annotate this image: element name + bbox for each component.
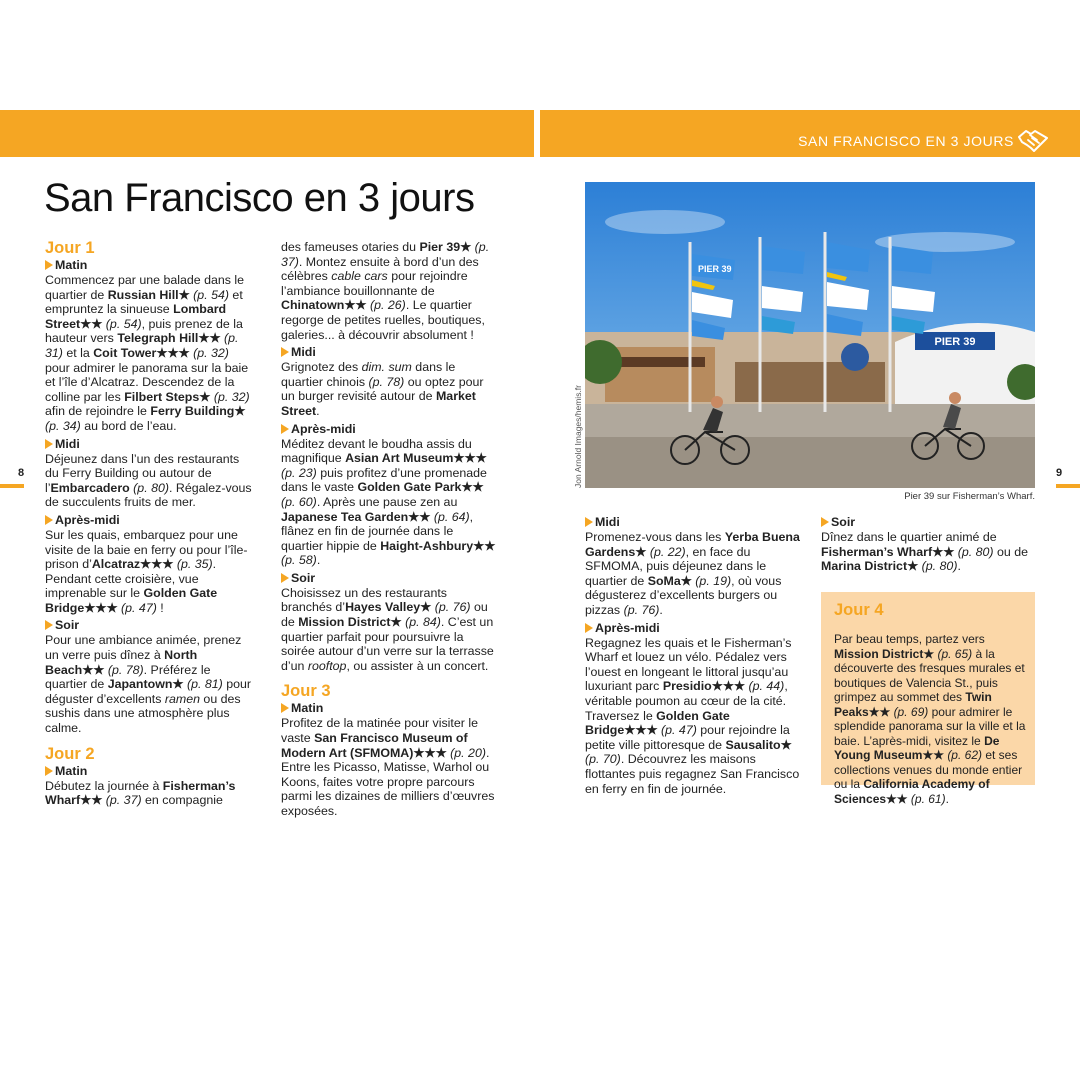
page-gutter bbox=[534, 0, 540, 1080]
page-number-left: 8 bbox=[18, 467, 25, 479]
page-tab-right bbox=[1056, 484, 1080, 488]
section-heading: Midi bbox=[281, 345, 497, 360]
section-heading: Soir bbox=[821, 515, 1035, 530]
day-heading: Jour 2 bbox=[45, 744, 95, 763]
paragraph: Profitez de la matinée pour visiter le vaste San Francisco Museum of Modern Art (SFMOMA)★★★ (p. 20). Entre les Picasso, Matisse, Warhol ou Koons, faites votre propre parcours parmi les dizaines de milliers d’œuvres exposées. bbox=[281, 716, 495, 818]
paragraph: Commencez par une balade dans le quartier de Russian Hill★ (p. 54) et empruntez la sinueuse Lombard Street★★ (p. 54), puis prenez de la hauteur vers Telegraph Hill★★ (p. 31) et la Coit Tower★★★ (p. 32) pour admirer le panorama sur la baie et l’île d’Alcatraz. Descendez de la colline par les Filbert Steps★ (p. 32) afin de rejoindre le Ferry Building★ (p. 34) au bord de l’eau. bbox=[45, 273, 250, 433]
triangle-bullet-icon bbox=[281, 347, 289, 357]
triangle-bullet-icon bbox=[45, 260, 53, 270]
day-heading: Jour 3 bbox=[281, 682, 331, 701]
paragraph: Sur les quais, embarquez pour une visite de la baie en ferry ou pour l’île-prison d’Alcatraz★★★ (p. 35). Pendant cette croisière, vue imprenable sur le Golden Gate Bridge★★★ (p. 47) ! bbox=[45, 527, 248, 615]
day4-box bbox=[821, 592, 1035, 806]
section-heading: Matin bbox=[45, 258, 253, 273]
paragraph: Regagnez les quais et le Fisherman’s Wharf et louez un vélo. Pédalez vers l’ouest en longeant le littoral jusqu’au luxuriant parc Presidio★★★ (p. 44), véritable poumon au cœur de la cité. Traversez le Golden Gate Bridge★★★ (p. 47) pour rejoindre la petite ville pittoresque de Sausalito★ (p. 70). Découvrez les maisons flottantes puis regagnez San Francisco en ferry en fin de journée. bbox=[585, 635, 800, 796]
paragraph: Déjeunez dans l’un des restaurants du Ferry Building ou autour de l’Embarcadero (p. 80). Régalez-vous de succulents fruits de mer. bbox=[45, 451, 252, 510]
handshake-icon bbox=[1018, 128, 1048, 154]
section-heading: Midi bbox=[585, 515, 800, 530]
section-heading: Après-midi bbox=[45, 513, 253, 528]
column-1 bbox=[45, 238, 253, 808]
flag-text: PIER 39 bbox=[698, 264, 732, 274]
photo-caption: Pier 39 sur Fisherman’s Wharf. bbox=[904, 491, 1035, 502]
section-heading: Soir bbox=[281, 571, 497, 586]
triangle-bullet-icon bbox=[585, 517, 593, 527]
triangle-bullet-icon bbox=[281, 703, 289, 713]
section-heading: Matin bbox=[45, 764, 253, 779]
section-heading: Midi bbox=[45, 437, 253, 452]
day-heading: Jour 1 bbox=[45, 239, 95, 257]
page-tab-left bbox=[0, 484, 24, 488]
paragraph: Par beau temps, partez vers Mission District★ (p. 65) à la découverte des fresques murales et boutiques de Valencia St., puis grimpez au sommet des Twin Peaks★★ (p. 69) pour admirer le splendide panorama sur la ville et la baie. L’après-midi, visitez le De Young Museum★★ (p. 62) et ses collections venues du monde entier ou la California Academy of Sciences★★ (p. 61). bbox=[834, 632, 1026, 806]
day-heading: Jour 4 bbox=[834, 601, 884, 619]
paragraph: Choisissez un des restaurants branchés d’Hayes Valley★ (p. 76) ou de Mission District★ (p. 84). C’est un quartier parfait pour poursuivre la soirée autour d’un verre sur la terrasse d’un rooftop, ou assister à un concert. bbox=[281, 585, 494, 673]
paragraph: Dînez dans le quartier animé de Fisherman’s Wharf★★ (p. 80) ou de Marina District★ (p. 80). bbox=[821, 530, 1029, 574]
column-2 bbox=[281, 240, 497, 819]
triangle-bullet-icon bbox=[45, 766, 53, 776]
paragraph: Grignotez des dim. sum dans le quartier chinois (p. 78) ou optez pour un burger revisité autour de Market Street. bbox=[281, 360, 484, 418]
pier39-illustration bbox=[585, 182, 1035, 488]
section-heading: Après-midi bbox=[585, 621, 800, 636]
header-band-left bbox=[0, 110, 534, 157]
page-title: San Francisco en 3 jours bbox=[44, 176, 475, 220]
triangle-bullet-icon bbox=[45, 439, 53, 449]
triangle-bullet-icon bbox=[281, 424, 289, 434]
paragraph: Pour une ambiance animée, prenez un verre puis dînez à North Beach★★ (p. 78). Préférez le quartier de Japantown★ (p. 81) pour déguster d’excellents ramen ou des sushis dans une atmosphère plus calme. bbox=[45, 633, 252, 736]
paragraph: Méditez devant le boudha assis du magnifique Asian Art Museum★★★ (p. 23) puis profitez d’une promenade dans le vaste Golden Gate Park★★ (p. 60). Après une pause zen au Japanese Tea Garden★★ (p. 64), flânez en fin de journée dans le quartier hippie de Haight-Ashbury★★ (p. 58). bbox=[281, 436, 496, 568]
photo-credit: Jon Arnold Images/hemis.fr bbox=[573, 385, 583, 488]
section-heading: Après-midi bbox=[281, 422, 497, 437]
paragraph: des fameuses otaries du Pier 39★ (p. 37). Montez ensuite à bord d’un des célèbres cable cars pour rejoindre l’ambiance bouillonnante de Chinatown★★ (p. 26). Le quartier regorge de petites ruelles, boutiques, galeries... à découvrir absolument ! bbox=[281, 240, 490, 342]
triangle-bullet-icon bbox=[585, 623, 593, 633]
paragraph: Débutez la journée à Fisherman’s Wharf★★ (p. 37) en compagnie bbox=[45, 778, 236, 808]
column-3 bbox=[585, 515, 800, 796]
running-head: SAN FRANCISCO EN 3 JOURS bbox=[798, 133, 1014, 149]
section-heading: Matin bbox=[281, 701, 497, 716]
triangle-bullet-icon bbox=[821, 517, 829, 527]
triangle-bullet-icon bbox=[281, 573, 289, 583]
section-heading: Soir bbox=[45, 618, 253, 633]
pier39-sign-text: PIER 39 bbox=[934, 336, 976, 348]
column-4 bbox=[821, 515, 1035, 574]
paragraph: Promenez-vous dans les Yerba Buena Gardens★ (p. 22), en face du SFMOMA, puis déjeunez dans le quartier de SoMa★ (p. 19), où vous dégusterez d’excellents burgers ou pizzas (p. 76). bbox=[585, 530, 800, 617]
page-number-right: 9 bbox=[1056, 467, 1063, 479]
triangle-bullet-icon bbox=[45, 515, 53, 525]
triangle-bullet-icon bbox=[45, 620, 53, 630]
pier39-photo bbox=[585, 182, 1035, 488]
day4-box-content bbox=[834, 600, 1027, 818]
